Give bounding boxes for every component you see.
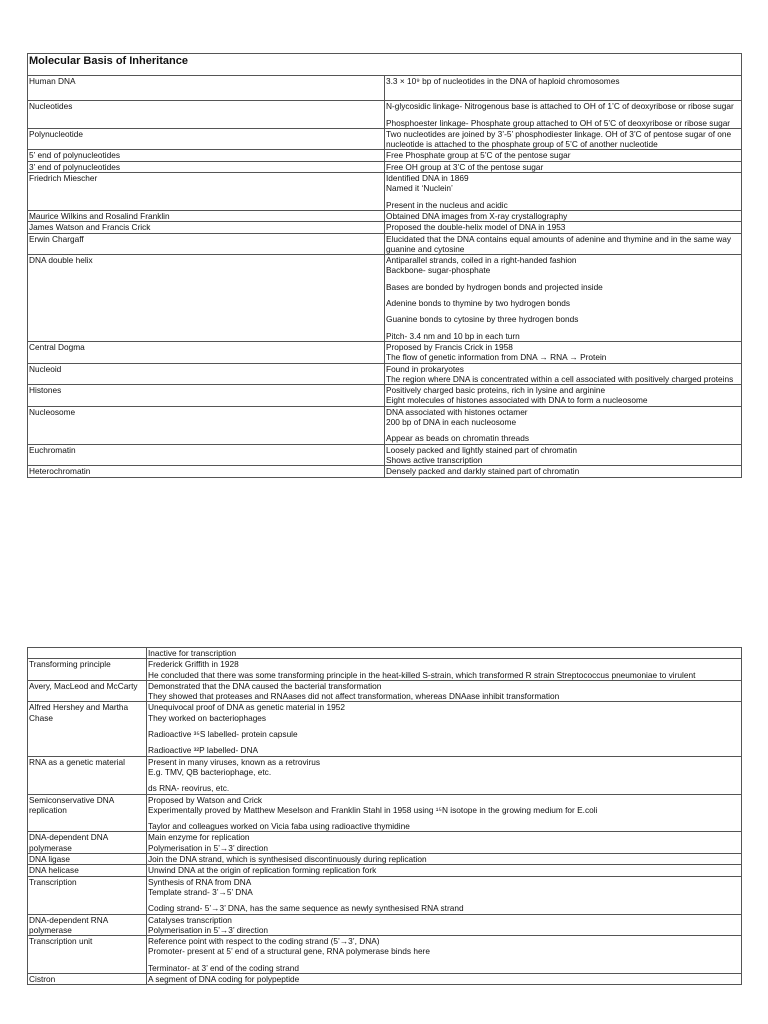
description-line: E.g. TMV, QB bacteriophage, etc. xyxy=(148,766,272,777)
table-row xyxy=(28,466,742,477)
description-cell xyxy=(385,385,742,407)
description-cell xyxy=(147,680,742,702)
description-line: Found in prokaryotes xyxy=(386,363,464,374)
description-line: Antiparallel strands, coiled in a right-handed fashion xyxy=(386,255,577,266)
term-cell: Nucleotides xyxy=(28,101,385,129)
description-line: Radioactive ³²P labelled- DNA xyxy=(148,745,259,756)
description-cell xyxy=(147,876,742,914)
term-cell: Human DNA xyxy=(28,76,385,101)
description-line: Adenine bonds to thymine by two hydrogen bonds xyxy=(386,298,571,309)
description-line: Join the DNA strand, which is synthesised discontinuously during replication xyxy=(148,854,427,865)
table-row xyxy=(28,161,742,172)
description-cell xyxy=(147,794,742,832)
description-line: Densely packed and darkly stained part of chromatin xyxy=(386,466,580,477)
term-cell: RNA as a genetic material xyxy=(28,756,147,794)
description-cell xyxy=(147,936,742,974)
description-line: Proposed the double-helix model of DNA in 1953 xyxy=(386,222,566,233)
description-cell xyxy=(385,222,742,233)
description-line: Shows active transcription xyxy=(386,454,483,465)
description-cell xyxy=(147,914,742,936)
description-cell xyxy=(385,466,742,477)
table-row xyxy=(28,876,742,914)
term-cell: Heterochromatin xyxy=(28,466,385,477)
term-cell: Transcription unit xyxy=(28,936,147,974)
description-line: Taylor and colleagues worked on Vicia faba using radioactive thymidine xyxy=(148,821,410,832)
term-cell: Friedrich Miescher xyxy=(28,173,385,211)
description-line: 3.3 × 10⁹ bp of nucleotides in the DNA of haploid chromosomes xyxy=(386,76,620,87)
table-row xyxy=(28,702,742,756)
term-cell: Central Dogma xyxy=(28,341,385,363)
description-cell xyxy=(147,832,742,854)
description-line: Template strand- 3’→5’ DNA xyxy=(148,886,253,897)
page-title: Molecular Basis of Inheritance xyxy=(28,54,742,76)
description-line: Eight molecules of histones associated with DNA to form a nucleosome xyxy=(386,395,648,406)
description-line: Coding strand- 5’→3’ DNA, has the same sequence as newly synthesised RNA strand xyxy=(148,903,464,914)
description-line: The flow of genetic information from DNA → RNA → Protein xyxy=(386,352,607,363)
table-row xyxy=(28,832,742,854)
term-cell: Polynucleotide xyxy=(28,128,385,150)
title-row xyxy=(28,54,742,76)
table-row xyxy=(28,255,742,342)
term-cell: Transforming principle xyxy=(28,659,147,681)
description-line: They worked on bacteriophages xyxy=(148,712,267,723)
description-cell xyxy=(385,444,742,466)
term-cell: Maurice Wilkins and Rosalind Franklin xyxy=(28,210,385,221)
term-cell: Nucleoid xyxy=(28,363,385,385)
description-line: Loosely packed and lightly stained part of chromatin xyxy=(386,444,577,455)
term-cell: Histones xyxy=(28,385,385,407)
table-row xyxy=(28,659,742,681)
description-line: Two nucleotides are joined by 3’-5’ phosphodiester linkage. OH of 3’C of pentose sugar of one nucleotide is attached to the phosphate group of 5’C of another nucleotide xyxy=(386,128,732,150)
description-cell xyxy=(385,233,742,255)
description-line: Reference point with respect to the coding strand (5’→3’, DNA) xyxy=(148,936,380,947)
description-line: Elucidated that the DNA contains equal amounts of adenine and thymine and in the same way guanine and cytosine xyxy=(386,233,732,254)
description-line: He concluded that there was some transforming principle in the heat-killed S-strain, which transformed R strain Streptococcus pneumoniae to virulent xyxy=(148,669,696,680)
description-cell xyxy=(147,865,742,876)
description-line: N-glycosidic linkage- Nitrogenous base is attached to OH of 1’C of deoxyribose or ribose sugar xyxy=(386,101,734,112)
term-cell: 3’ end of polynucleotides xyxy=(28,161,385,172)
term-cell: Semiconservative DNA replication xyxy=(28,794,147,832)
description-line: Unwind DNA at the origin of replication forming replication fork xyxy=(148,865,377,876)
description-line: Polymerisation in 5’→3’ direction xyxy=(148,842,269,853)
table-row xyxy=(28,974,742,985)
description-line: Phosphoester linkage- Phosphate group attached to OH of 5’C of deoxyribose or ribose sugar xyxy=(386,117,731,128)
description-line: Promoter- present at 5’ end of a structural gene, RNA polymerase binds here xyxy=(148,946,430,957)
description-line: Main enzyme for replication xyxy=(148,832,250,843)
description-line: They showed that proteases and RNAases did not affect transformation, whereas DNAase inhibit transformation xyxy=(148,691,560,702)
term-cell: Transcription xyxy=(28,876,147,914)
description-line: Synthesis of RNA from DNA xyxy=(148,876,252,887)
description-line: Experimentally proved by Matthew Meselson and Franklin Stahl in 1958 using ¹⁵N isotope in the growing medium for E.coli xyxy=(148,804,598,815)
table-row xyxy=(28,233,742,255)
term-cell: DNA helicase xyxy=(28,865,147,876)
inheritance-table-part-1 xyxy=(27,53,742,478)
table-row xyxy=(28,936,742,974)
description-line: 200 bp of DNA in each nucleosome xyxy=(386,417,517,428)
description-line: Backbone- sugar-phosphate xyxy=(386,265,491,276)
description-cell xyxy=(385,150,742,161)
term-cell: DNA-dependent DNA polymerase xyxy=(28,832,147,854)
table-row xyxy=(28,865,742,876)
description-line: Guanine bonds to cytosine by three hydrogen bonds xyxy=(386,314,579,325)
term-cell: Euchromatin xyxy=(28,444,385,466)
description-cell xyxy=(147,648,742,659)
description-line: Radioactive ³⁵S labelled- protein capsule xyxy=(148,729,298,740)
table-row xyxy=(28,341,742,363)
description-line: Unequivocal proof of DNA as genetic material in 1952 xyxy=(148,702,345,713)
description-line: Obtained DNA images from X-ray crystallography xyxy=(386,210,568,221)
description-line: A segment of DNA coding for polypeptide xyxy=(148,974,300,985)
table-row xyxy=(28,385,742,407)
description-line: Frederick Griffith in 1928 xyxy=(148,659,239,670)
table-row xyxy=(28,854,742,865)
table-row xyxy=(28,210,742,221)
table-row xyxy=(28,406,742,444)
description-line: Present in the nucleus and acidic xyxy=(386,199,508,210)
description-cell xyxy=(147,756,742,794)
term-cell: Avery, MacLeod and McCarty xyxy=(28,680,147,702)
table-row xyxy=(28,128,742,150)
description-line: Demonstrated that the DNA caused the bacterial transformation xyxy=(148,680,382,691)
table-row xyxy=(28,914,742,936)
description-cell xyxy=(385,210,742,221)
term-cell: DNA-dependent RNA polymerase xyxy=(28,914,147,936)
inheritance-table-part-2 xyxy=(27,647,742,985)
description-line: Catalyses transcription xyxy=(148,914,232,925)
table-row xyxy=(28,794,742,832)
table-row xyxy=(28,363,742,385)
description-cell xyxy=(385,341,742,363)
term-cell: Nucleosome xyxy=(28,406,385,444)
description-cell xyxy=(385,128,742,150)
description-line: Polymerisation in 5’→3’ direction xyxy=(148,924,269,935)
description-cell xyxy=(385,76,742,101)
table-row xyxy=(28,76,742,101)
description-line: Free OH group at 3’C of the pentose sugar xyxy=(386,161,544,172)
table-row xyxy=(28,648,742,659)
table-row xyxy=(28,680,742,702)
term-cell xyxy=(28,648,147,659)
description-cell xyxy=(147,702,742,756)
table-row xyxy=(28,173,742,211)
description-line: ds RNA- reovirus, etc. xyxy=(148,783,230,794)
description-line: Bases are bonded by hydrogen bonds and projected inside xyxy=(386,281,603,292)
description-line: Terminator- at 3’ end of the coding strand xyxy=(148,962,299,973)
table-row xyxy=(28,222,742,233)
table-row xyxy=(28,756,742,794)
description-line: Appear as beads on chromatin threads xyxy=(386,433,529,444)
description-cell xyxy=(385,406,742,444)
term-cell: DNA ligase xyxy=(28,854,147,865)
description-cell xyxy=(385,101,742,129)
table-row xyxy=(28,444,742,466)
description-line: Named it ‘Nuclein’ xyxy=(386,183,453,194)
description-line: Present in many viruses, known as a retrovirus xyxy=(148,756,320,767)
term-cell: Cistron xyxy=(28,974,147,985)
description-cell xyxy=(147,974,742,985)
description-line: Pitch- 3.4 nm and 10 bp in each turn xyxy=(386,330,520,341)
description-cell xyxy=(147,854,742,865)
table-row xyxy=(28,101,742,129)
description-line: Proposed by Francis Crick in 1958 xyxy=(386,341,513,352)
description-line: Identified DNA in 1869 xyxy=(386,173,469,184)
table-row xyxy=(28,150,742,161)
description-line: DNA associated with histones octamer xyxy=(386,406,528,417)
term-cell: James Watson and Francis Crick xyxy=(28,222,385,233)
description-cell xyxy=(147,659,742,681)
description-line: The region where DNA is concentrated within a cell associated with positively charged proteins xyxy=(386,373,734,384)
term-cell: Erwin Chargaff xyxy=(28,233,385,255)
description-line: Free Phosphate group at 5’C of the pentose sugar xyxy=(386,150,571,161)
description-cell xyxy=(385,363,742,385)
term-cell: DNA double helix xyxy=(28,255,385,342)
term-cell: Alfred Hershey and Martha Chase xyxy=(28,702,147,756)
description-cell xyxy=(385,173,742,211)
description-line: Positively charged basic proteins, rich in lysine and arginine xyxy=(386,385,606,396)
term-cell: 5’ end of polynucleotides xyxy=(28,150,385,161)
description-cell xyxy=(385,161,742,172)
description-cell xyxy=(385,255,742,342)
description-line: Proposed by Watson and Crick xyxy=(148,794,263,805)
description-line: Inactive for transcription xyxy=(148,648,237,658)
